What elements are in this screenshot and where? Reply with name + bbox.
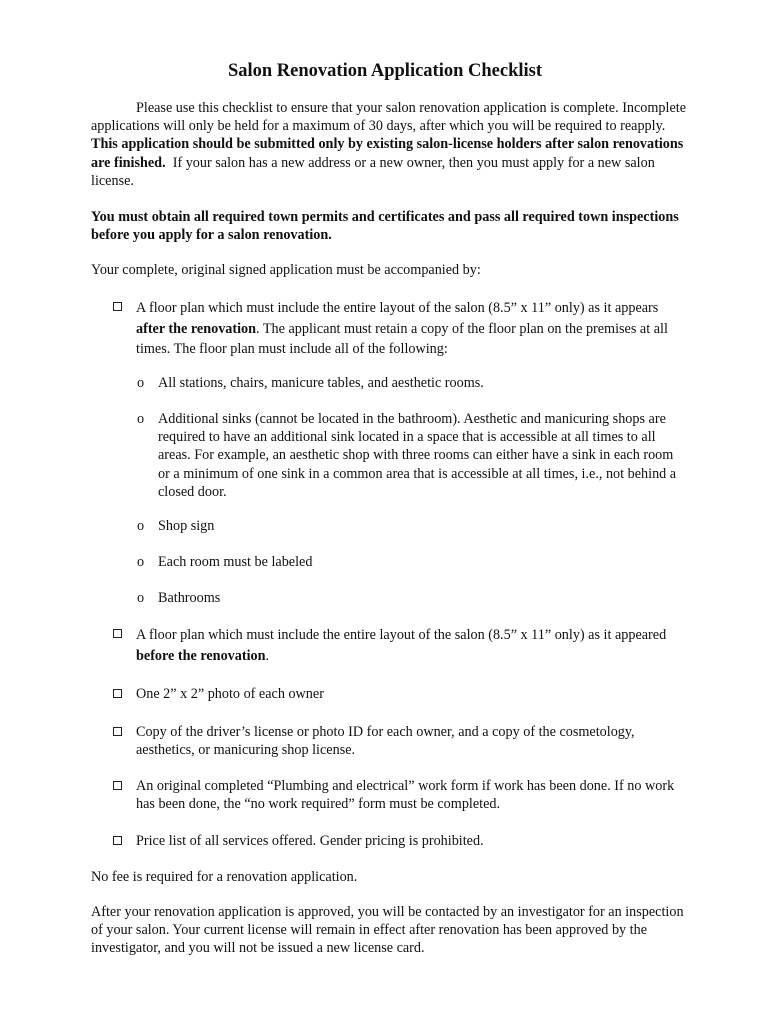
sub-item-text: Bathrooms — [158, 590, 221, 606]
checklist-item-text — [136, 298, 681, 360]
item-bold-text: before the renovation — [136, 647, 266, 664]
item-text: . — [265, 647, 270, 664]
checkbox[interactable] — [113, 781, 122, 790]
sub-bullet: o — [137, 554, 145, 570]
checkbox[interactable] — [113, 727, 122, 736]
checklist-item-text: Copy of the driver’s license or photo ID for each owner, and a copy of the cosmetology, aesthetics, or manicuring shop license. — [136, 724, 635, 759]
sub-bullet: o — [137, 411, 145, 427]
checklist-item-text: One 2” x 2” photo of each owner — [136, 686, 324, 702]
checklist-item-text: Price list of all services offered. Gender pricing is prohibited. — [136, 833, 484, 849]
sub-bullet: o — [137, 590, 145, 606]
intro-text-2: If your salon has a new address or a new owner, then you must apply for a new salon license. — [91, 154, 655, 189]
sub-item-text: Additional sinks (cannot be located in the bathroom). Aesthetic and manicuring shops are required to have an additional sink located in a space that is accessible at all times to all areas. For example, an aesthetic shop with three rooms can either have a sink in each room or a minimum of one sink in a common area that is accessible at all times, i.e., not behind a closed door. — [158, 411, 677, 500]
closing-paragraph: After your renovation application is approved, you will be contacted by an investigator for an inspection of your salon. Your current license will remain in effect after renovation has been approved by the investigator, and you will not be issued a new license card. — [91, 904, 684, 957]
checkbox[interactable] — [113, 302, 122, 311]
item-text: . The applicant must retain a copy of the floor plan on the premises at all times. The floor plan must include all of the following: — [136, 320, 668, 357]
sub-bullet: o — [137, 518, 145, 534]
checkbox[interactable] — [113, 629, 122, 638]
no-fee-text: No fee is required for a renovation application. — [91, 869, 358, 885]
intro-paragraph — [91, 99, 691, 190]
checkbox[interactable] — [113, 836, 122, 845]
permits-notice-text: You must obtain all required town permits and certificates and pass all required town inspections before you apply for a salon renovation. — [91, 209, 679, 244]
checklist-item-text — [136, 625, 681, 666]
page-title: Salon Renovation Application Checklist — [227, 61, 543, 81]
item-text: A floor plan which must include the entire layout of the salon (8.5” x 11” only) as it appears — [136, 300, 659, 316]
permits-notice — [91, 208, 691, 244]
intro-bold-text: This application should be submitted only by existing salon-license holders after salon renovations are finished. — [91, 136, 684, 171]
sub-item-text: Each room must be labeled — [158, 554, 313, 570]
sub-bullet: o — [137, 375, 145, 391]
checkbox[interactable] — [113, 689, 122, 698]
sub-item-text: All stations, chairs, manicure tables, and aesthetic rooms. — [158, 375, 484, 391]
accompanied-by-text: Your complete, original signed application must be accompanied by: — [91, 262, 481, 278]
intro-text-1: Please use this checklist to ensure that your salon renovation application is complete. Incomplete applications will only be held for a maximum of 30 days, after which you will be required to reapply. — [91, 100, 687, 135]
sub-item-text: Shop sign — [158, 518, 215, 534]
checklist-item-text: An original completed “Plumbing and electrical” work form if work has been done. If no work has been done, the “no work required” form must be completed. — [136, 778, 675, 813]
item-bold-text: after the renovation — [136, 320, 257, 337]
item-text: A floor plan which must include the entire layout of the salon (8.5” x 11” only) as it appeared — [136, 627, 667, 643]
